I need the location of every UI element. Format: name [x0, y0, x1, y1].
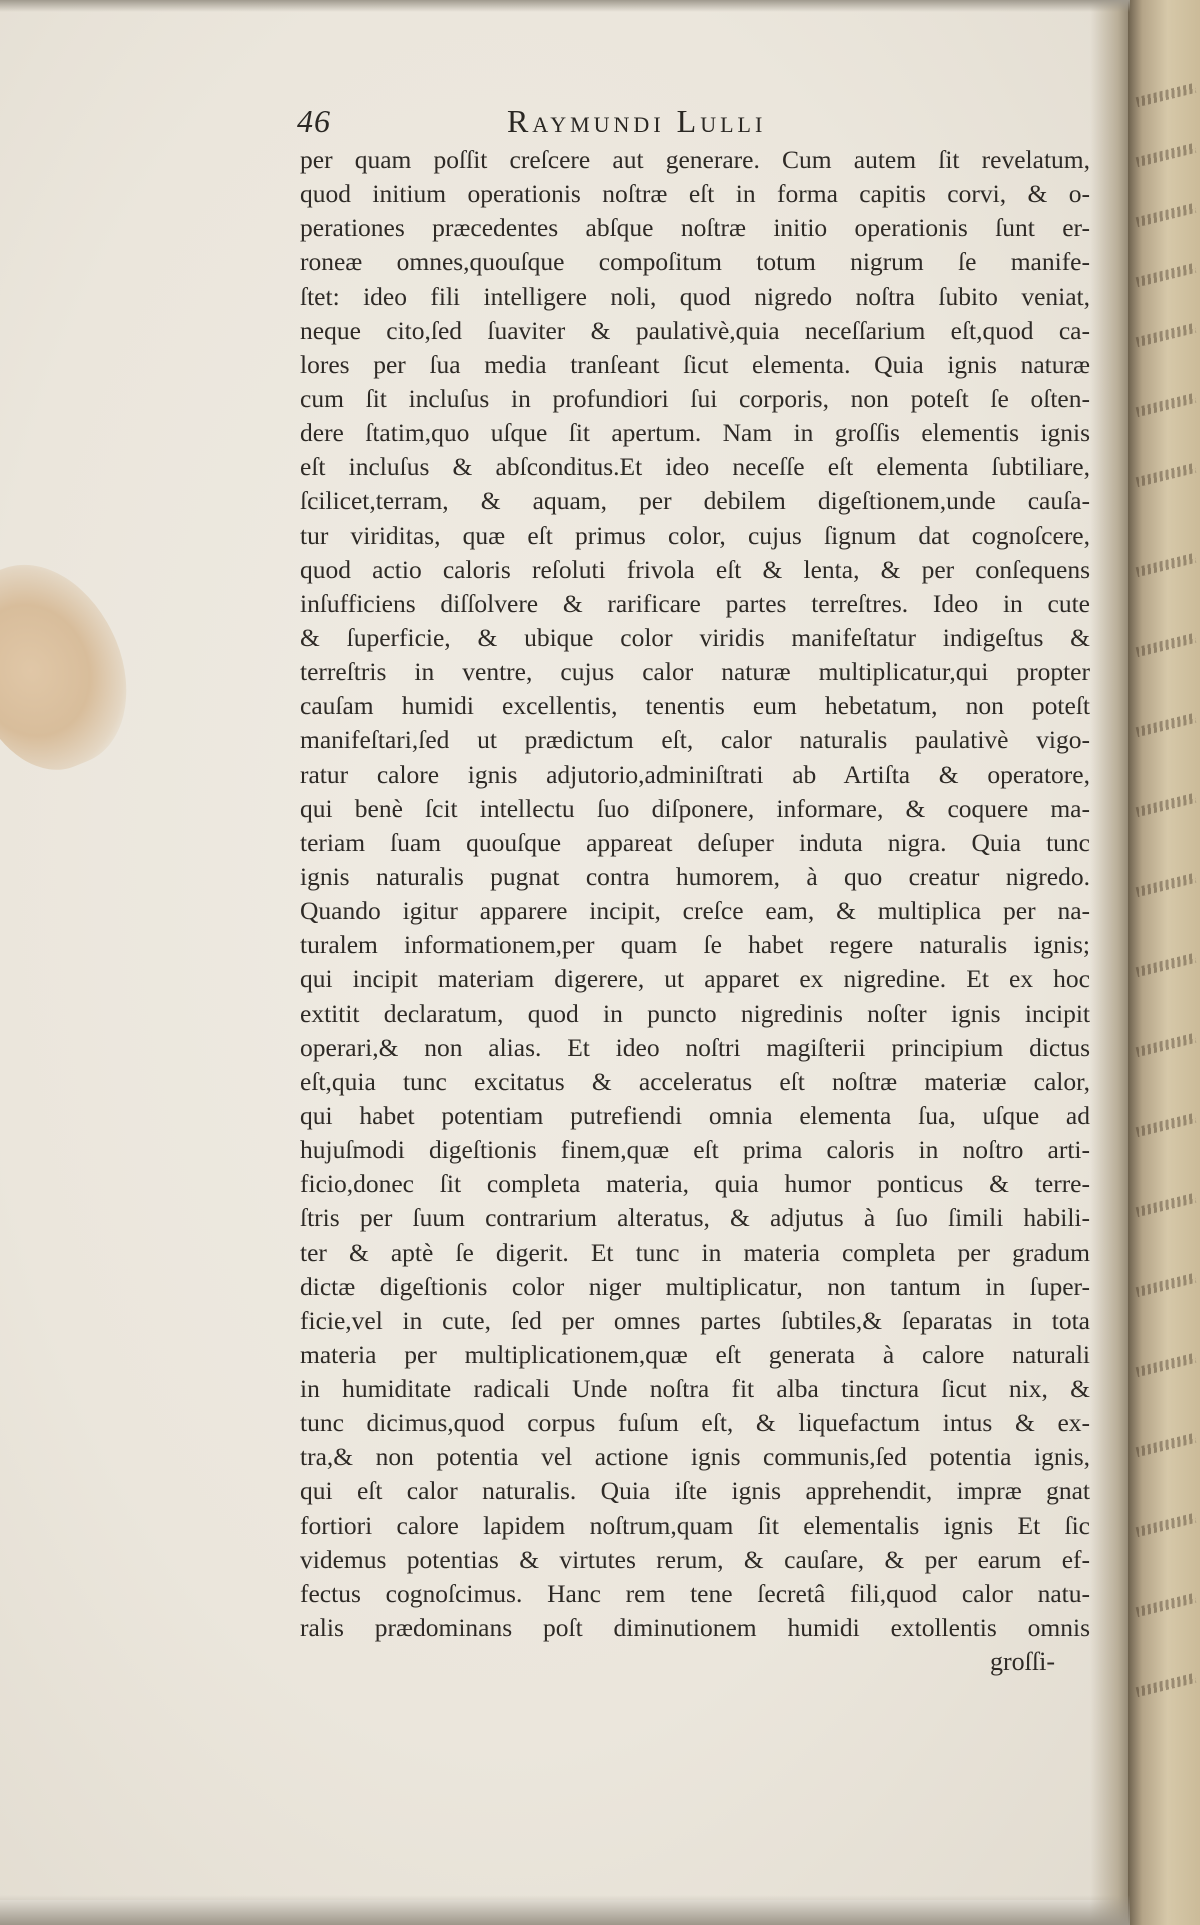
text-line: ſtet: ideo fili intelligere noli, quod nigredo noſtra ſubito veniat, — [300, 281, 1090, 311]
text-line: ficie,vel in cute, ſed per omnes partes ſubtiles,& ſeparatas in tota — [300, 1305, 1090, 1335]
bleed-through-text — [1136, 1193, 1197, 1217]
bleed-through-text — [1136, 143, 1197, 167]
text-line: eſt,quia tunc excitatus & acceleratus eſt noſtræ materiæ calor, — [300, 1066, 1090, 1096]
text-line: Quando igitur apparere incipit, creſce eam, & multiplica per na- — [300, 896, 1090, 926]
text-line: extitit declaratum, quod in puncto nigredinis noſter ignis incipit — [300, 998, 1090, 1028]
text-line: per quam poſſit creſcere aut generare. Cum autem ſit revelatum, — [300, 145, 1090, 174]
text-line: dere ſtatim,quo uſque ſit apertum. Nam in groſſis elementis ignis — [300, 418, 1090, 448]
text-line: tunc dicimus,quod corpus fuſum eſt, & liquefactum intus & ex- — [300, 1408, 1090, 1438]
bleed-through-text — [1136, 1433, 1197, 1457]
text-line: quod actio caloris reſoluti frivola eſt & lenta, & per conſequens — [300, 554, 1090, 584]
text-line: inſufficiens diſſolvere & rarificare partes terreſtres. Ideo in cute — [300, 588, 1090, 618]
bleed-through-text — [1136, 323, 1197, 347]
bleed-through-text — [1136, 873, 1197, 897]
bleed-through-text — [1136, 553, 1197, 577]
text-line: quod initium operationis noſtræ eſt in forma capitis corvi, & o- — [300, 179, 1090, 209]
text-line: cum ſit incluſus in profundiori ſui corporis, non poteſt ſe oſten- — [300, 383, 1090, 413]
bleed-through-text — [1136, 463, 1197, 487]
top-edge-shadow — [0, 0, 1130, 12]
text-line: lores per ſua media tranſeant ſicut elementa. Quia ignis naturæ — [300, 349, 1090, 379]
bleed-through-text — [1136, 263, 1197, 287]
text-line: cauſam humidi excellentis, tenentis eum hebetatum, non poteſt — [300, 691, 1090, 721]
text-line: fectus cognoſcimus. Hanc rem tene ſecretâ fili,quod calor natu- — [300, 1578, 1090, 1608]
text-line: ralis prædominans poſt diminutionem humidi extollentis omnis — [300, 1613, 1090, 1643]
bottom-edge-shadow — [0, 1895, 1130, 1925]
text-line: in humiditate radicali Unde noſtra fit alba tinctura ſicut nix, & — [300, 1374, 1090, 1404]
bleed-through-text — [1136, 713, 1197, 737]
facing-page-edge — [1128, 0, 1200, 1925]
text-line: qui benè ſcit intellectu ſuo diſponere, informare, & coquere ma- — [300, 793, 1090, 823]
bleed-through-text — [1136, 953, 1197, 977]
bleed-through-text — [1136, 1593, 1197, 1617]
bleed-through-text — [1136, 633, 1197, 657]
bleed-through-text — [1136, 1033, 1197, 1057]
text-line: eſt incluſus & abſconditus.Et ideo neceſſe eſt elementa ſubtiliare, — [300, 452, 1090, 482]
text-line: ter & aptè ſe digerit. Et tunc in materia completa per gradum — [300, 1237, 1090, 1267]
text-line: ignis naturalis pugnat contra humorem, à quo creatur nigredo. — [300, 861, 1090, 891]
bleed-through-text — [1136, 793, 1197, 817]
text-line: ſtris per ſuum contrarium alteratus, & adjutus à ſuo ſimili habili- — [300, 1203, 1090, 1233]
text-line: operari,& non alias. Et ideo noſtri magiſterii principium dictus — [300, 1032, 1090, 1062]
text-line: roneæ omnes,quouſque compoſitum totum nigrum ſe manife- — [300, 247, 1090, 277]
text-line: & ſuperficie, & ubique color viridis manifeſtatur indigeſtus & — [300, 622, 1090, 652]
bleed-through-text — [1136, 1353, 1197, 1377]
text-line: qui incipit materiam digerere, ut apparet ex nigredine. Et ex hoc — [300, 964, 1090, 994]
running-title: Raymundi Lulli — [507, 103, 767, 139]
text-line: fortiori calore lapidem noſtrum,quam ſit elementalis ignis Et ſic — [300, 1510, 1090, 1540]
text-line: ratur calore ignis adjutorio,adminiſtrati ab Artiſta & operatore, — [300, 759, 1090, 789]
text-line: manifeſtari,ſed ut prædictum eſt, calor naturalis paulativè vigo- — [300, 725, 1090, 755]
text-line: qui eſt calor naturalis. Quia iſte ignis apprehendit, impræ gnat — [300, 1476, 1090, 1506]
text-line: qui habet potentiam putrefiendi omnia elementa ſua, uſque ad — [300, 1100, 1090, 1130]
page-header — [297, 103, 1097, 145]
catchword: groſſi- — [990, 1647, 1055, 1676]
bleed-through-text — [1136, 83, 1197, 107]
text-line: ficio,donec ſit completa materia, quia humor ponticus & terre- — [300, 1169, 1090, 1199]
text-line: neque cito,ſed ſuaviter & paulativè,quia neceſſarium eſt,quod ca- — [300, 315, 1090, 345]
text-line: tra,& non potentia vel actione ignis communis,ſed potentia ignis, — [300, 1442, 1090, 1472]
text-line: perationes præcedentes abſque noſtræ initio operationis ſunt er- — [300, 213, 1090, 243]
text-line: videmus potentias & virtutes rerum, & cauſare, & per earum ef- — [300, 1544, 1090, 1574]
bleed-through-text — [1136, 203, 1197, 227]
text-line: turalem informationem,per quam ſe habet regere naturalis ignis; — [300, 930, 1090, 960]
text-line: ſcilicet,terram, & aquam, per debilem digeſtionem,unde cauſa- — [300, 486, 1090, 516]
text-line: teriam ſuam quouſque appareat deſuper induta nigra. Quia tunc — [300, 827, 1090, 857]
bleed-through-text — [1136, 1273, 1197, 1297]
text-line: materia per multiplicationem,quæ eſt generata à calore naturali — [300, 1339, 1090, 1369]
body-text — [300, 143, 1090, 1645]
text-line: dictæ digeſtionis color niger multiplicatur, non tantum in ſuper- — [300, 1271, 1090, 1301]
text-line: terreſtris in ventre, cujus calor naturæ multiplicatur,qui propter — [300, 657, 1090, 687]
bleed-through-text — [1136, 1113, 1197, 1137]
bleed-through-text — [1136, 1513, 1197, 1537]
text-line: hujuſmodi digeſtionis finem,quæ eſt prima caloris in noſtro arti- — [300, 1135, 1090, 1165]
text-line: tur viriditas, quæ eſt primus color, cujus ſignum dat cognoſcere, — [300, 520, 1090, 550]
book-gutter-shadow — [1090, 0, 1130, 1925]
bleed-through-text — [1136, 1673, 1197, 1697]
page-number: 46 — [297, 103, 331, 139]
bleed-through-text — [1136, 393, 1197, 417]
